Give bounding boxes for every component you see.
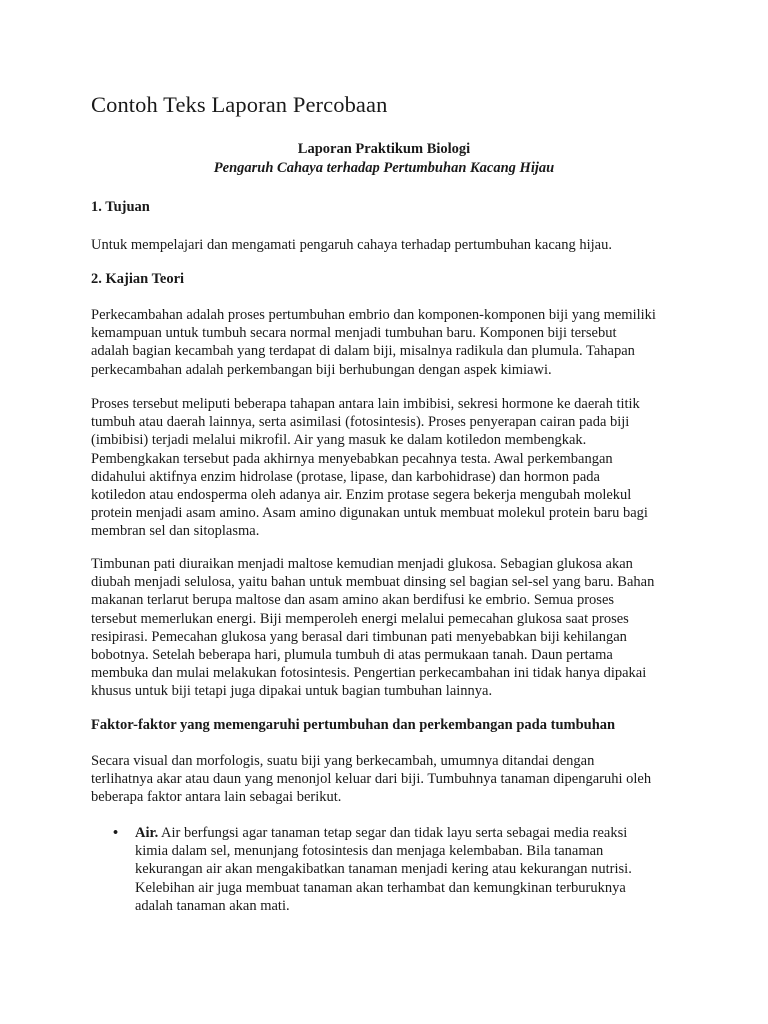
paragraph-line: terlihatnya akar atau daun yang menonjol keluar dari biji. Tumbuhnya tanaman dipengaruhi oleh [91,771,652,788]
report-subtitle: Pengaruh Cahaya terhadap Pertumbuhan Kacang Hijau [213,160,555,176]
paragraph-line: didahului aktifnya enzim hidrolase (protase, lipase, dan karbohidrase) dan hormon pada [91,468,600,485]
paragraph-line: Proses tersebut meliputi beberapa tahapan antara lain imbibisi, sekresi hormone ke daerah titik [91,396,640,412]
paragraph-line: tersebut memerlukan energi. Biji memperoleh energi melalui pemecahan glukosa saat proses [91,610,629,627]
list-item-line: kekurangan air akan mengakibatkan tanaman menjadi kering atau kekurangan nutrisi. [135,861,632,878]
list-item-line: adalah tanaman akan mati. [135,897,290,914]
factor-list [91,824,711,915]
paragraph-line: perkecambahan adalah perkembangan biji berhubungan dengan aspek kimiawi. [91,361,552,378]
document-title: Contoh Teks Laporan Percobaan [91,92,388,117]
list-item-first-line [135,824,711,842]
report-header [0,140,768,178]
paragraph-line: Perkecambahan adalah proses pertumbuhan embrio dan komponen-komponen biji yang memiliki [91,307,656,323]
bullet-icon: • [113,825,119,841]
paragraph-line: tumbuh atau daerah lainnya, serta asimilasi (fotosintesis). Proses penyerapan cairan pada biji [91,414,630,431]
list-item-line: kimia dalam sel, menunjang fotosintesis dan menjaga kelembaban. Bila tanaman [135,843,604,860]
list-item-term: Air. [135,825,159,841]
paragraph-line: Timbunan pati diuraikan menjadi maltose kemudian menjadi glukosa. Sebagian glukosa akan [91,556,633,572]
paragraph-line: bobotnya. Setelah beberapa hari, plumula tumbuh di atas permukaan tanah. Daun pertama [91,647,613,664]
paragraph-line: membran sel dan sitoplasma. [91,523,260,540]
list-item [91,824,711,915]
paragraph-kajian-1 [91,306,691,379]
paragraph-kajian-3 [91,555,691,701]
paragraph-line: beberapa faktor antara lain sebagai berikut. [91,789,342,806]
paragraph-line: khusus untuk biji tetapi juga dipakai untuk bagian tumbuhan lainnya. [91,683,493,700]
paragraph-line: protein menjadi asam amino. Asam amino digunakan untuk membuat molekul protein baru bagi [91,505,648,522]
paragraph-line: kotiledon atau endosperma oleh adanya air. Enzim protase segera bekerja mengubah molekul [91,487,632,504]
paragraph-line: Secara visual dan morfologis, suatu biji yang berkecambah, umumnya ditandai dengan [91,753,595,769]
paragraph-line: Pembengkakan tersebut pada akhirnya menyebabkan pecahnya testa. Awal perkembangan [91,450,613,467]
paragraph-line: (imbibisi) terjadi melalui mikrofil. Air yang masuk ke dalam kotiledon membengkak. [91,432,587,449]
paragraph-line: membuka dan mulai melakukan fotosintesis. Pengertian perkecambahan ini tidak hanya dipakai [91,665,647,682]
paragraph-line: Untuk mempelajari dan mengamati pengaruh cahaya terhadap pertumbuhan kacang hijau. [91,237,612,253]
paragraph-line: makanan terlarut berupa maltose dan asam amino akan berdifusi ke embrio. Semua proses [91,592,615,609]
paragraph-line: adalah bagian kecambah yang terdapat di dalam biji, misalnya radikula dan plumula. Tahapan [91,343,635,360]
report-title: Laporan Praktikum Biologi [297,141,471,157]
paragraph-kajian-2 [91,395,691,541]
paragraph-line: diubah menjadi selulosa, yaitu bahan untuk membuat dinsing sel bagian sel-sel yang baru. Bahan [91,574,655,591]
list-item-text: Air berfungsi agar tanaman tetap segar dan tidak layu serta sebagai media reaksi [158,825,628,841]
section-heading-faktor: Faktor-faktor yang memengaruhi pertumbuhan dan perkembangan pada tumbuhan [91,717,616,733]
paragraph-line: resipirasi. Pemecahan glukosa yang berasal dari timbunan pati menyebabkan biji kehilangan [91,628,627,645]
paragraph-line: kemampuan untuk tumbuh secara normal menjadi tumbuhan baru. Komponen biji tersebut [91,325,617,342]
paragraph-faktor [91,752,691,807]
section-heading-tujuan: 1. Tujuan [91,199,150,215]
section-heading-kajian-teori: 2. Kajian Teori [91,271,185,287]
list-item-line: Kelebihan air juga membuat tanaman akan terhambat dan kemungkinan terburuknya [135,879,626,896]
paragraph-tujuan [91,236,691,254]
